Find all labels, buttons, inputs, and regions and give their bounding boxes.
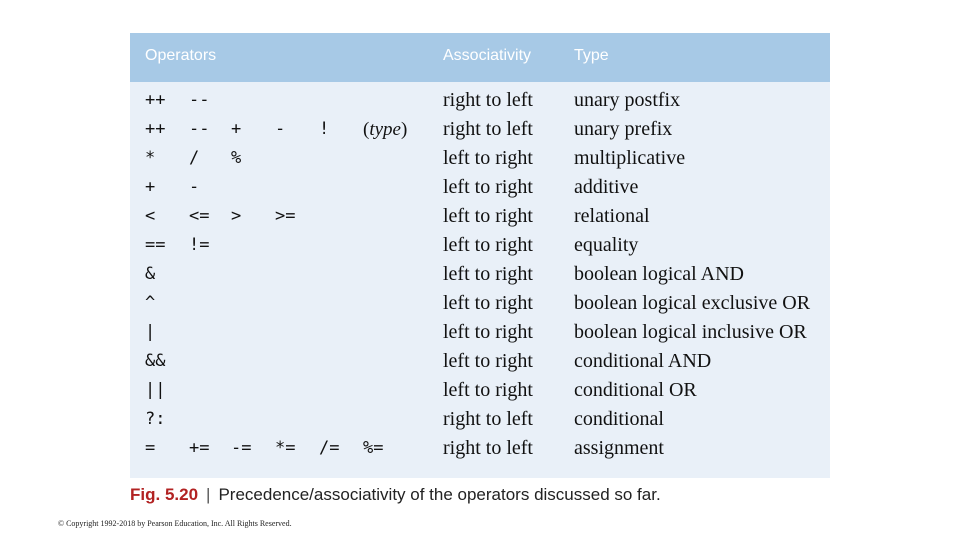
table-row	[130, 289, 830, 318]
operator-cell: -	[189, 177, 200, 197]
operator-cell: &&	[145, 351, 166, 371]
caption-separator: |	[206, 485, 211, 504]
operator-cell: !=	[189, 235, 210, 255]
operator-cell: %	[231, 148, 242, 168]
operator-cell: !	[319, 119, 330, 139]
associativity-cell: left to right	[443, 379, 533, 401]
operator-cell: >	[231, 206, 242, 226]
operator-cell: ++	[145, 119, 166, 139]
operator-cell: --	[189, 90, 210, 110]
associativity-cell: left to right	[443, 263, 533, 285]
header-associativity: Associativity	[443, 47, 532, 64]
type-cell: additive	[574, 176, 639, 198]
operator-precedence-table	[130, 33, 830, 478]
table-row	[130, 86, 830, 115]
associativity-cell: right to left	[443, 89, 533, 111]
operator-cell: ?:	[145, 409, 166, 429]
table-row	[130, 318, 830, 347]
operator-cell: *=	[275, 438, 296, 458]
type-cell: conditional	[574, 408, 664, 430]
type-cell: unary postfix	[574, 89, 681, 111]
type-cell: boolean logical AND	[574, 263, 744, 285]
table-row	[130, 115, 830, 144]
associativity-cell: left to right	[443, 292, 533, 314]
type-cell: unary prefix	[574, 118, 673, 140]
associativity-cell: right to left	[443, 437, 533, 459]
operator-cell: (type)	[363, 119, 408, 140]
type-cell: multiplicative	[574, 147, 686, 169]
operator-cell: ||	[145, 380, 166, 400]
table-row	[130, 260, 830, 289]
operator-cell: +	[145, 177, 156, 197]
operator-cell: >=	[275, 206, 296, 226]
operator-cell: <	[145, 206, 156, 226]
type-cell: conditional OR	[574, 379, 697, 401]
figure-caption	[130, 485, 661, 505]
operator-cell: --	[189, 119, 210, 139]
operator-cell: +	[231, 119, 242, 139]
copyright-notice: © Copyright 1992-2018 by Pearson Education, Inc. All Rights Reserved.	[58, 519, 292, 528]
type-cell: boolean logical exclusive OR	[574, 292, 811, 314]
caption-text: Precedence/associativity of the operators discussed so far.	[218, 485, 661, 504]
operator-cell: ==	[145, 235, 166, 255]
type-cell: relational	[574, 205, 650, 227]
associativity-cell: left to right	[443, 350, 533, 372]
operator-cell: *	[145, 148, 156, 168]
table-row	[130, 376, 830, 405]
header-operators: Operators	[145, 47, 217, 64]
type-cell: conditional AND	[574, 350, 712, 372]
operator-cell: /=	[319, 438, 340, 458]
operator-cell: <=	[189, 206, 210, 226]
operator-cell: &	[145, 264, 156, 284]
associativity-cell: left to right	[443, 321, 533, 343]
type-cell: assignment	[574, 437, 664, 459]
operator-cell: |	[145, 322, 156, 342]
table-row	[130, 347, 830, 376]
table-row	[130, 144, 830, 173]
operator-cell: =	[145, 438, 156, 458]
table-row	[130, 405, 830, 434]
associativity-cell: left to right	[443, 205, 533, 227]
table-header	[130, 33, 830, 82]
associativity-cell: left to right	[443, 147, 533, 169]
operator-cell: ^	[145, 293, 156, 313]
figure-label: Fig. 5.20	[130, 485, 199, 504]
operator-cell: %=	[363, 438, 384, 458]
operator-cell: -=	[231, 438, 252, 458]
operator-cell: +=	[189, 438, 210, 458]
type-cell: boolean logical inclusive OR	[574, 321, 807, 343]
associativity-cell: right to left	[443, 118, 533, 140]
table-row	[130, 173, 830, 202]
table-row	[130, 231, 830, 260]
operator-cell: -	[275, 119, 286, 139]
associativity-cell: left to right	[443, 234, 533, 256]
operator-cell: /	[189, 148, 200, 168]
header-type: Type	[574, 47, 609, 64]
associativity-cell: left to right	[443, 176, 533, 198]
associativity-cell: right to left	[443, 408, 533, 430]
type-cell: equality	[574, 234, 639, 256]
table-row	[130, 434, 830, 463]
table-row	[130, 202, 830, 231]
operator-cell: ++	[145, 90, 166, 110]
